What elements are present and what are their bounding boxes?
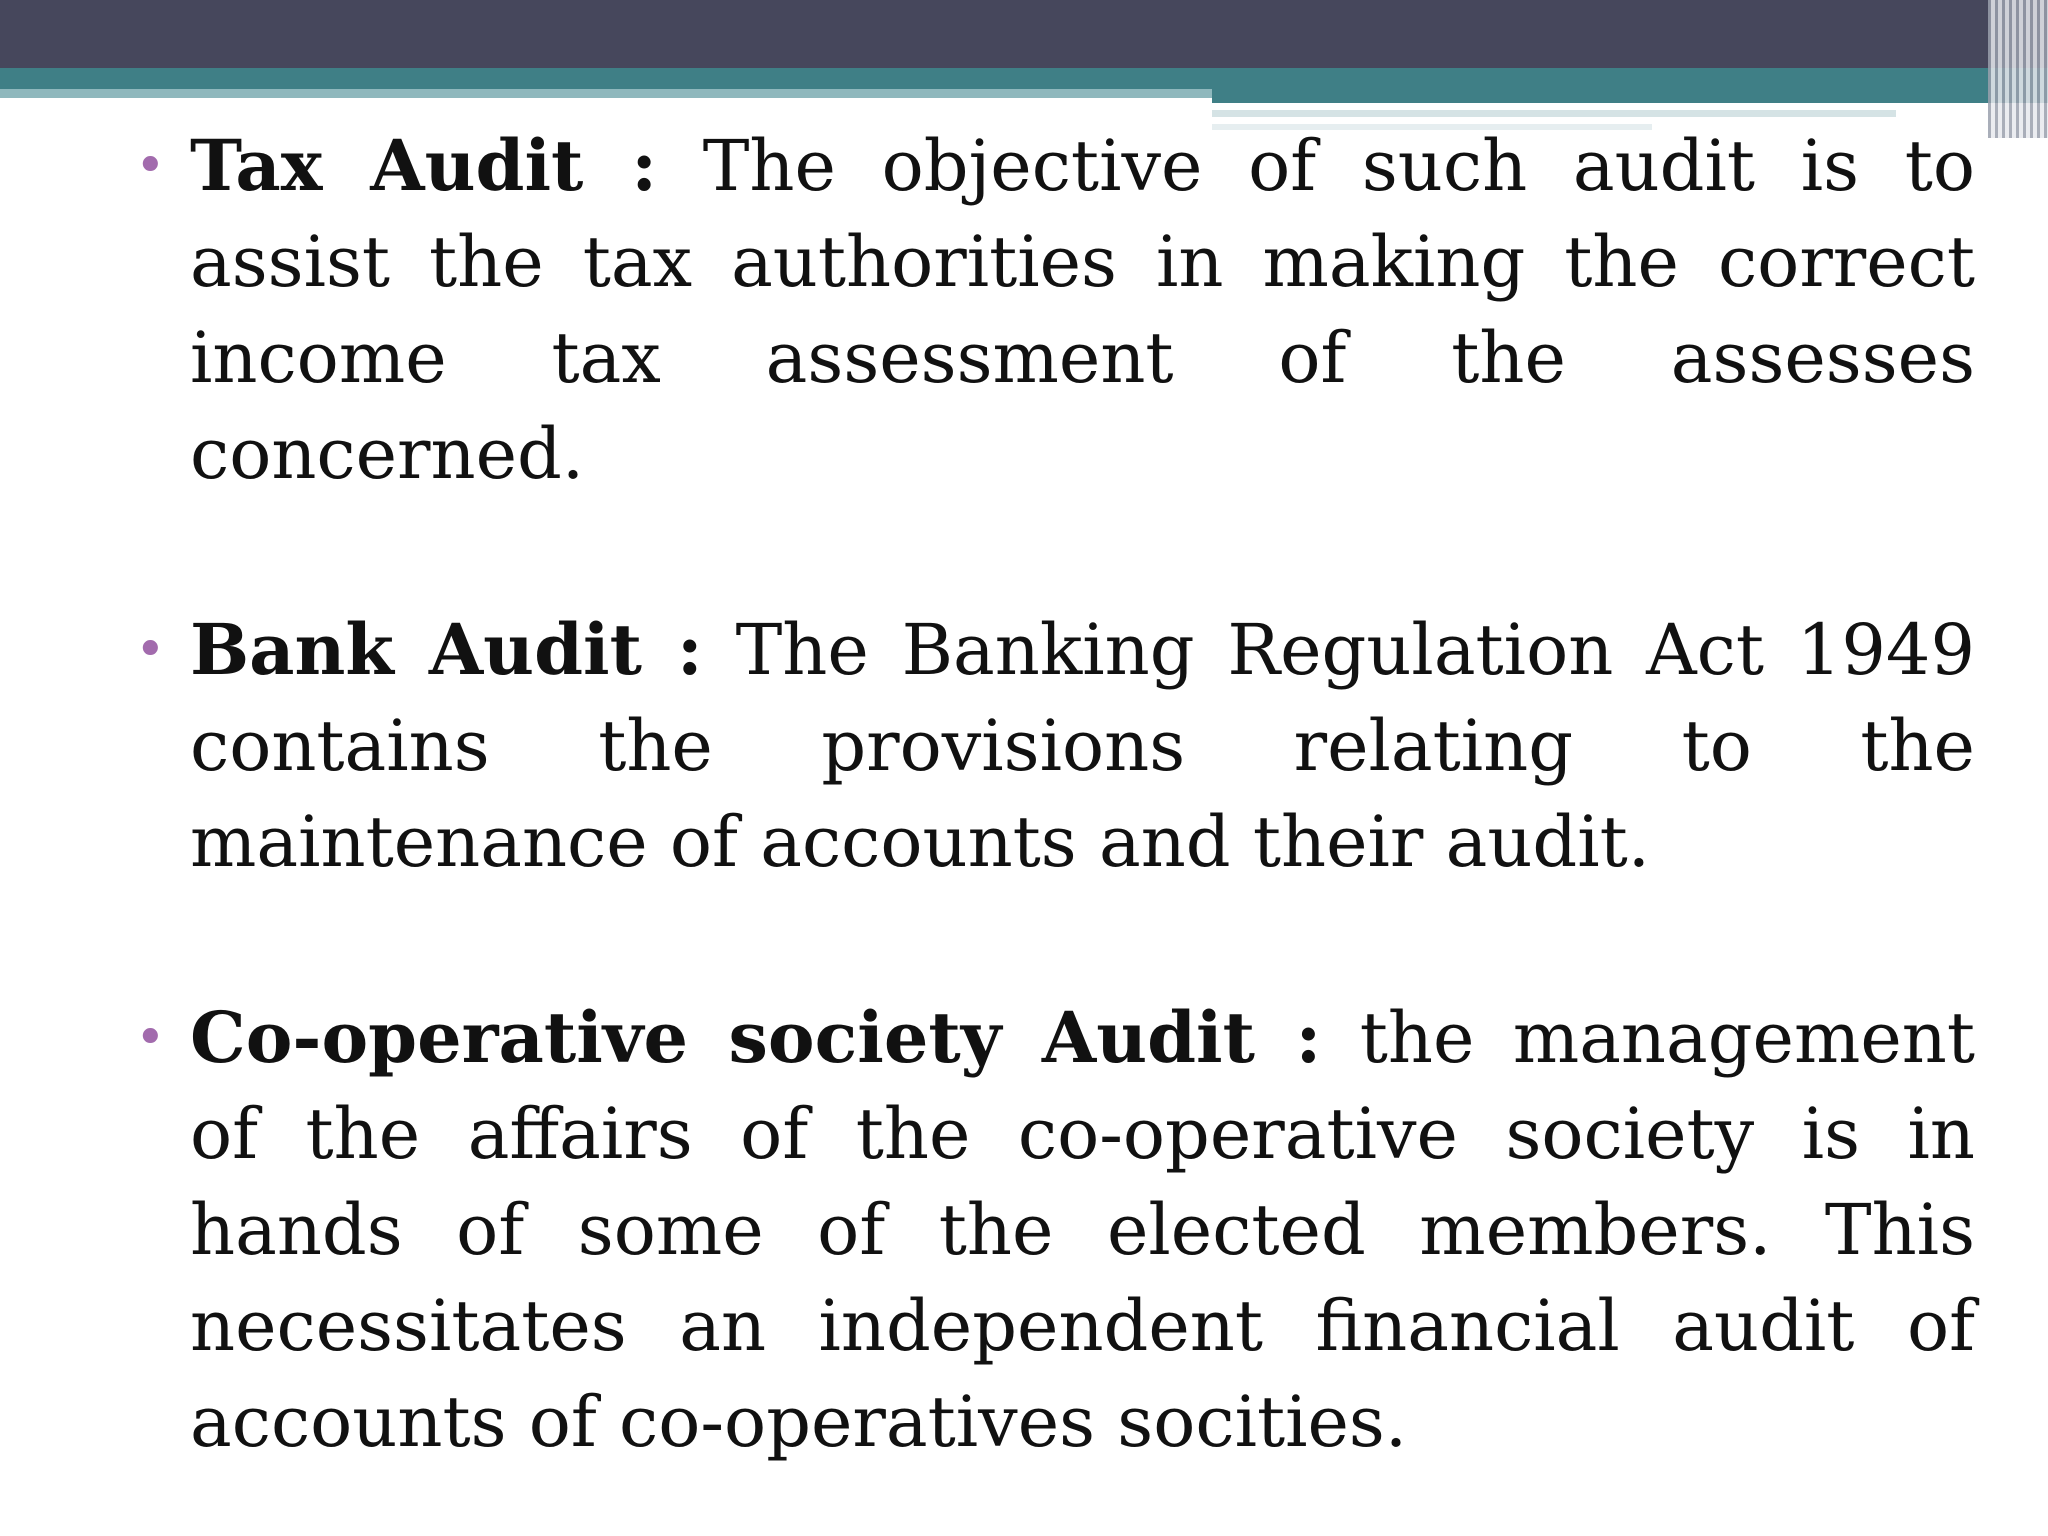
bullet-term: Co-operative society Audit : xyxy=(190,996,1322,1079)
header-accent-line xyxy=(1212,110,1896,117)
bullet-item-cooperative-audit xyxy=(135,990,1975,1470)
bullet-list xyxy=(135,118,1975,1470)
bullet-icon: • xyxy=(135,136,166,196)
header-bar-teal xyxy=(0,68,2048,89)
header-bar-teal-light xyxy=(0,89,1212,98)
header-bar-dark xyxy=(0,0,2048,68)
bullet-icon: • xyxy=(135,620,166,680)
header-bar-step xyxy=(1212,89,2048,103)
header-stripes xyxy=(1988,0,2048,138)
bullet-item-tax-audit xyxy=(135,118,1975,502)
bullet-icon: • xyxy=(135,1008,166,1068)
bullet-term: Tax Audit : xyxy=(190,124,658,207)
bullet-text: The objective of such audit is to assist the tax authorities in making the correct income tax assessment of the assesses concerned. xyxy=(190,125,1975,495)
bullet-text: The Banking Regulation Act 1949 contains the provisions relating to the maintenance of accounts and their audit. xyxy=(190,609,1976,883)
bullet-item-bank-audit xyxy=(135,602,1975,890)
bullet-term: Bank Audit : xyxy=(190,608,703,691)
bullet-text: the management of the affairs of the co-operative society is in hands of some of the elected members. This necessitates an independent financial audit of accounts of co-operatives socities. xyxy=(190,997,1975,1463)
